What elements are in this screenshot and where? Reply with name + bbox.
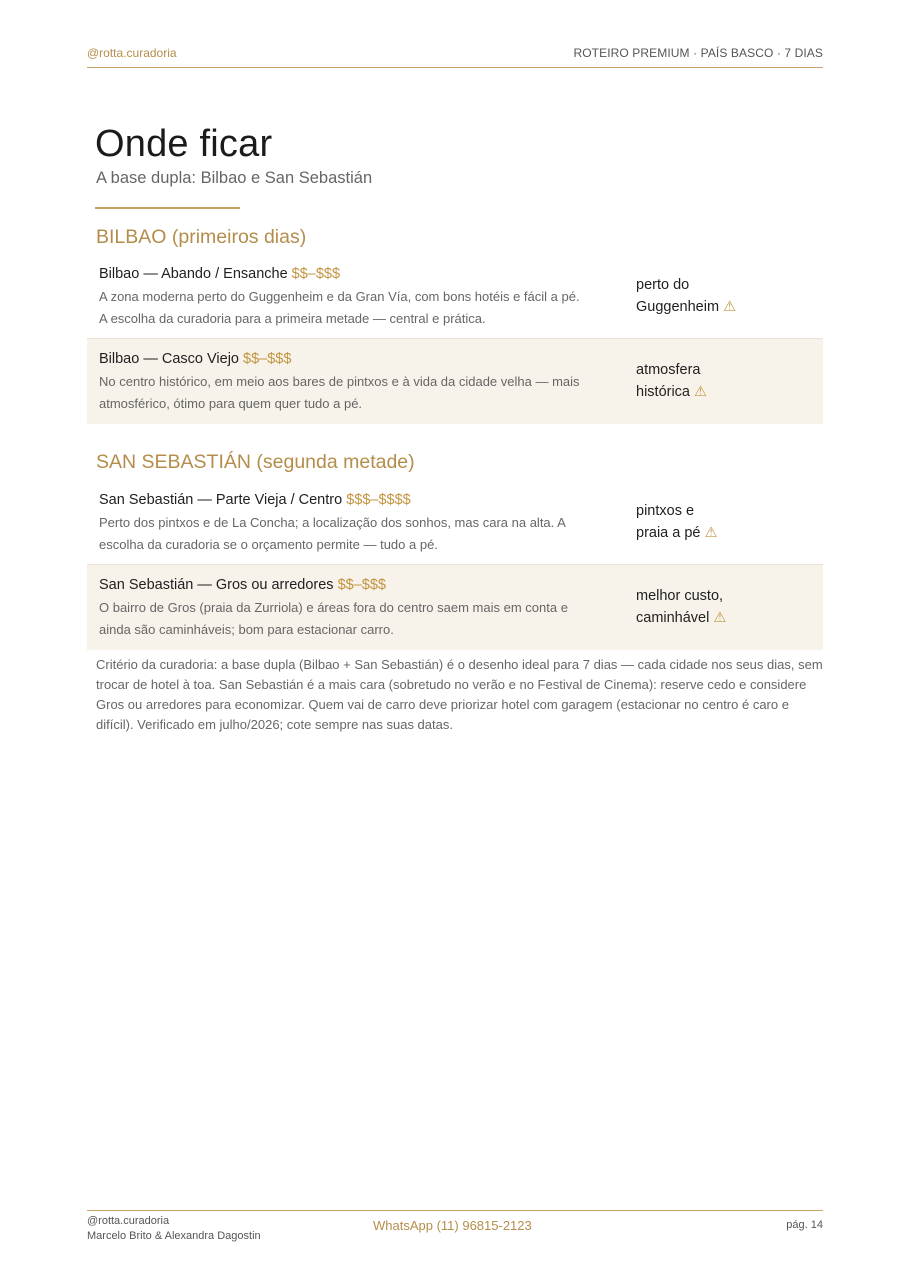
lodging-row — [87, 254, 823, 339]
highlight-line: perto do — [636, 277, 690, 293]
highlight-line: melhor custo, — [636, 588, 724, 604]
curation-note: Critério da curadoria: a base dupla (Bilbao + San Sebastián) é o desenho ideal para 7 dias — cada cidade nos seus dias, sem trocar de hotel à toa. San Sebastián é a mais cara (sobretudo no verão e no Festival de Cinema): reserve cedo e considere Gros ou arredores para economizar. Quem vai de carro deve priorizar hotel com garagem (estacionar no centro é caro e difícil). Verificado em julho/2026; cote sempre nas suas datas. — [96, 657, 823, 732]
lodging-name: San Sebastián — Parte Vieja / Centro — [99, 492, 343, 508]
price-range: $$–$$$ — [337, 577, 386, 593]
lodging-name: San Sebastián — Gros ou arredores — [99, 577, 334, 593]
lodging-row — [87, 480, 823, 565]
description-line: Perto dos pintxos e de La Concha; a localização dos sonhos, mas cara na alta. A — [99, 515, 566, 530]
warning-icon: ⚠ — [704, 524, 718, 541]
page-subtitle: A base dupla: Bilbao e San Sebastián — [96, 169, 373, 187]
footer-authors: Marcelo Brito & Alexandra Dagostin — [87, 1229, 261, 1242]
lodging-list-san-sebastian — [87, 480, 823, 650]
lodging-info — [87, 254, 623, 329]
lodging-name-line — [99, 575, 623, 595]
lodging-name: Bilbao — Abando / Ensanche — [99, 266, 288, 282]
lodging-row — [87, 339, 823, 424]
lodging-name: Bilbao — Casco Viejo — [99, 351, 239, 367]
lodging-highlight — [623, 339, 823, 424]
header-brand: @rotta.curadoria — [87, 46, 177, 60]
lodging-description — [99, 512, 623, 555]
price-range: $$$–$$$$ — [346, 492, 411, 508]
lodging-info — [87, 339, 623, 414]
page-footer — [87, 1210, 823, 1250]
highlight-line: atmosfera — [636, 362, 701, 378]
page-header — [87, 46, 823, 68]
lodging-highlight — [623, 565, 823, 650]
lodging-row — [87, 565, 823, 650]
lodging-info — [87, 565, 623, 640]
highlight-line: praia a pé — [636, 524, 701, 541]
highlight-line: pintxos e — [636, 503, 695, 519]
highlight-line: Guggenheim — [636, 298, 720, 315]
section-heading-bilbao: BILBAO (primeiros dias) — [96, 226, 307, 248]
highlight-line: histórica — [636, 383, 690, 400]
page-number: pág. 14 — [786, 1219, 823, 1231]
price-range: $$–$$$ — [243, 351, 292, 367]
lodging-description — [99, 286, 623, 329]
description-line: O bairro de Gros (praia da Zurriola) e áreas fora do centro saem mais em conta e — [99, 600, 568, 615]
description-line: escolha da curadoria se o orçamento permite — tudo a pé. — [99, 536, 438, 552]
whatsapp-contact[interactable]: WhatsApp (11) 96815-2123 — [373, 1218, 532, 1233]
description-line: A zona moderna perto do Guggenheim e da Gran Vía, com bons hotéis e fácil a pé. — [99, 289, 580, 304]
lodging-description — [99, 597, 623, 640]
price-range: $$–$$$ — [291, 266, 341, 282]
footer-credits — [87, 1214, 261, 1243]
title-divider — [95, 207, 240, 209]
header-doc-title: ROTEIRO PREMIUM · PAÍS BASCO · 7 DIAS — [573, 46, 823, 60]
description-line: No centro histórico, em meio aos bares de pintxos e à vida da cidade velha — mais — [99, 374, 580, 389]
warning-icon: ⚠ — [713, 609, 727, 626]
section-heading-san-sebastian: SAN SEBASTIÁN (segunda metade) — [96, 451, 415, 473]
lodging-name-line — [99, 264, 623, 284]
description-line: ainda são caminháveis; bom para estacionar carro. — [99, 621, 394, 637]
footer-brand: @rotta.curadoria — [87, 1215, 170, 1227]
lodging-name-line — [99, 490, 623, 510]
lodging-description — [99, 371, 623, 414]
lodging-highlight — [623, 254, 823, 339]
description-line: A escolha da curadoria para a primeira metade — central e prática. — [99, 310, 486, 326]
lodging-info — [87, 480, 623, 555]
lodging-highlight — [623, 480, 823, 565]
lodging-name-line — [99, 349, 623, 369]
page-title: Onde ficar — [95, 123, 273, 165]
description-line: atmosférico, ótimo para quem quer tudo a pé. — [99, 395, 363, 411]
highlight-line: caminhável — [636, 609, 710, 626]
warning-icon: ⚠ — [694, 383, 708, 400]
warning-icon: ⚠ — [723, 298, 737, 315]
lodging-list-bilbao — [87, 254, 823, 424]
